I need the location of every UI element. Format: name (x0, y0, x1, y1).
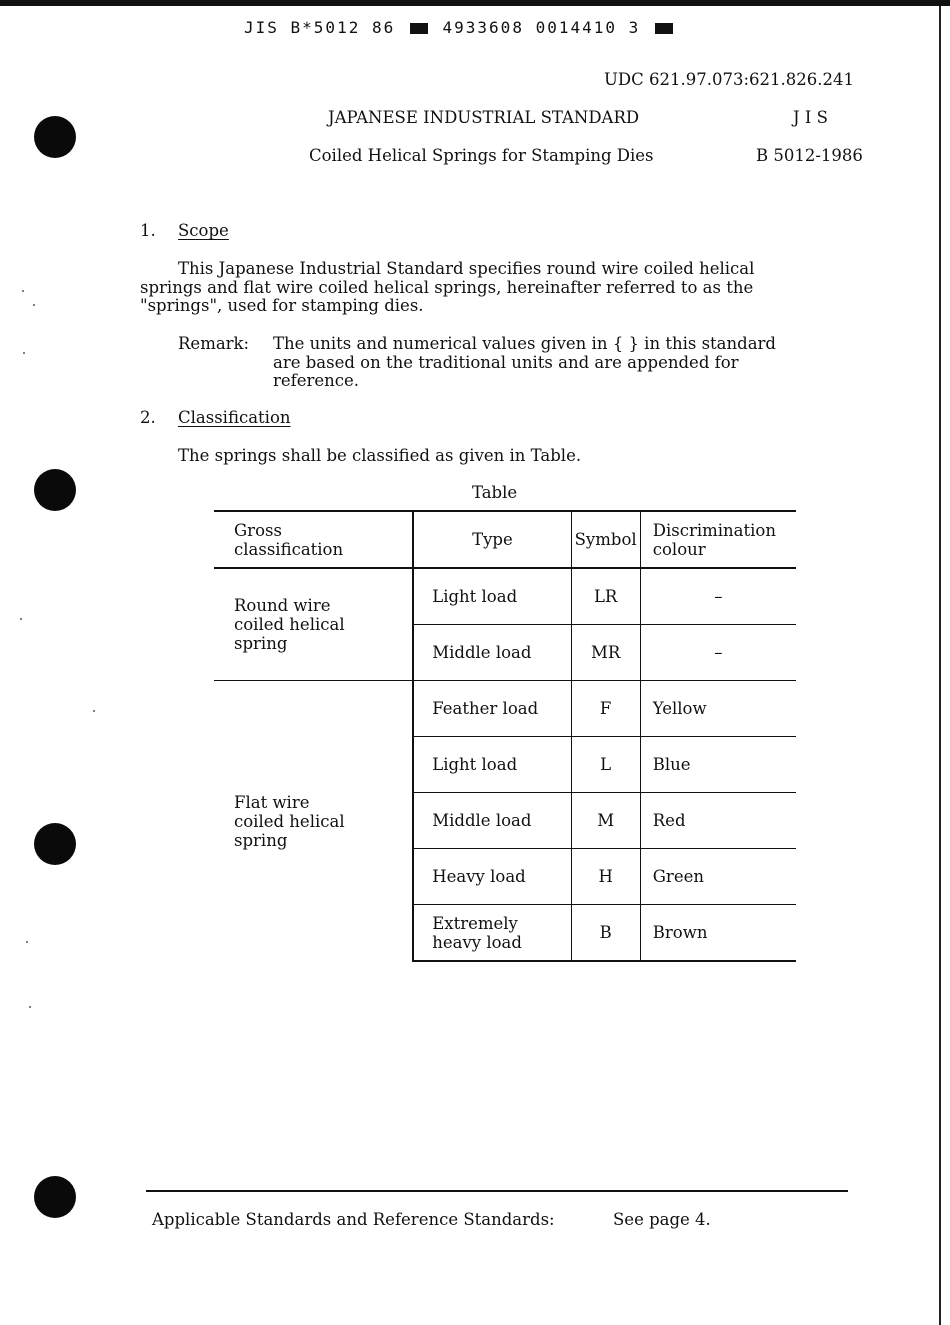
colour-cell: Green (640, 849, 796, 905)
scope-para-line: springs and flat wire coiled helical springs, hereinafter referred to as the (140, 278, 754, 297)
scan-speck (20, 618, 22, 620)
section-heading-scope: Scope (178, 221, 229, 240)
scan-speck (23, 352, 25, 354)
type-line: heavy load (432, 932, 522, 952)
symbol-cell: B (571, 905, 640, 962)
gross-flat-wire (214, 681, 413, 962)
type-cell: Light load (413, 737, 571, 793)
gross-line: spring (234, 830, 288, 850)
remark-line: The units and numerical values given in { } in this standard (273, 334, 776, 353)
type-cell: Middle load (413, 793, 571, 849)
symbol-cell: M (571, 793, 640, 849)
table-header-row (214, 511, 796, 568)
header-gross-line: Gross (234, 520, 282, 540)
section-number: 2. (140, 408, 156, 427)
scan-speck (26, 941, 28, 943)
barcode-block-icon (410, 23, 428, 34)
gross-line: coiled helical (234, 811, 345, 831)
header-type: Type (413, 511, 571, 568)
footer-see-page: See page 4. (613, 1210, 711, 1229)
symbol-cell: MR (571, 625, 640, 681)
remark-line: reference. (273, 371, 360, 390)
type-cell: Heavy load (413, 849, 571, 905)
org-title: JAPANESE INDUSTRIAL STANDARD (328, 108, 640, 127)
scan-speck (33, 304, 35, 306)
footer-text: Applicable Standards and Reference Standards: (152, 1210, 555, 1229)
colour-cell: Blue (640, 737, 796, 793)
type-cell: Middle load (413, 625, 571, 681)
udc-code: UDC 621.97.073:621.826.241 (604, 70, 855, 89)
type-line: Extremely (432, 913, 518, 933)
table-row (214, 568, 796, 625)
symbol-cell: LR (571, 568, 640, 625)
section-heading-classification: Classification (178, 408, 291, 427)
gross-round-wire (214, 568, 413, 681)
colour-cell: Red (640, 793, 796, 849)
type-cell: Light load (413, 568, 571, 625)
punch-hole (34, 823, 76, 865)
punch-hole (34, 1176, 76, 1218)
header-colour-line: Discrimination (652, 520, 776, 540)
jis-mark: J I S (793, 108, 828, 127)
footer-rule (146, 1190, 848, 1192)
doc-title: Coiled Helical Springs for Stamping Dies (309, 146, 654, 165)
remark-line: are based on the traditional units and are appended for (273, 353, 739, 372)
scan-header-code (244, 18, 676, 37)
symbol-cell: L (571, 737, 640, 793)
colour-cell: Yellow (640, 681, 796, 737)
scope-para-line: "springs", used for stamping dies. (140, 296, 424, 315)
section-number: 1. (140, 221, 156, 240)
scan-speck (22, 290, 24, 292)
colour-cell: Brown (640, 905, 796, 962)
type-cell (413, 905, 571, 962)
scan-speck (29, 1006, 31, 1008)
table-caption: Table (472, 483, 518, 502)
header-gross-line: classification (234, 539, 344, 559)
colour-cell: – (640, 568, 796, 625)
gross-line: Flat wire (234, 792, 310, 812)
scan-code-mid: 4933608 0014410 3 (442, 18, 641, 37)
scope-para-line: This Japanese Industrial Standard specifies round wire coiled helical (178, 259, 755, 278)
doc-number: B 5012-1986 (756, 146, 863, 165)
gross-line: coiled helical (234, 615, 345, 634)
spring-classification-table (214, 510, 796, 962)
colour-cell: – (640, 625, 796, 681)
scan-speck (93, 710, 95, 712)
classification-intro: The springs shall be classified as given in Table. (178, 446, 582, 465)
gross-line: Round wire (234, 596, 331, 615)
scan-code-left: JIS B*5012 86 (244, 18, 396, 37)
remark-label: Remark: (178, 334, 250, 353)
header-colour-line: colour (652, 539, 706, 559)
symbol-cell: H (571, 849, 640, 905)
header-symbol: Symbol (571, 511, 640, 568)
header-gross-classification (214, 511, 413, 568)
scan-top-border (0, 0, 950, 6)
gross-line: spring (234, 634, 288, 653)
punch-hole (34, 116, 76, 158)
scan-right-edge (939, 6, 941, 1325)
table-row (214, 681, 796, 737)
symbol-cell: F (571, 681, 640, 737)
barcode-block-icon (655, 23, 673, 34)
type-cell: Feather load (413, 681, 571, 737)
header-discrimination-colour (640, 511, 796, 568)
punch-hole (34, 469, 76, 511)
